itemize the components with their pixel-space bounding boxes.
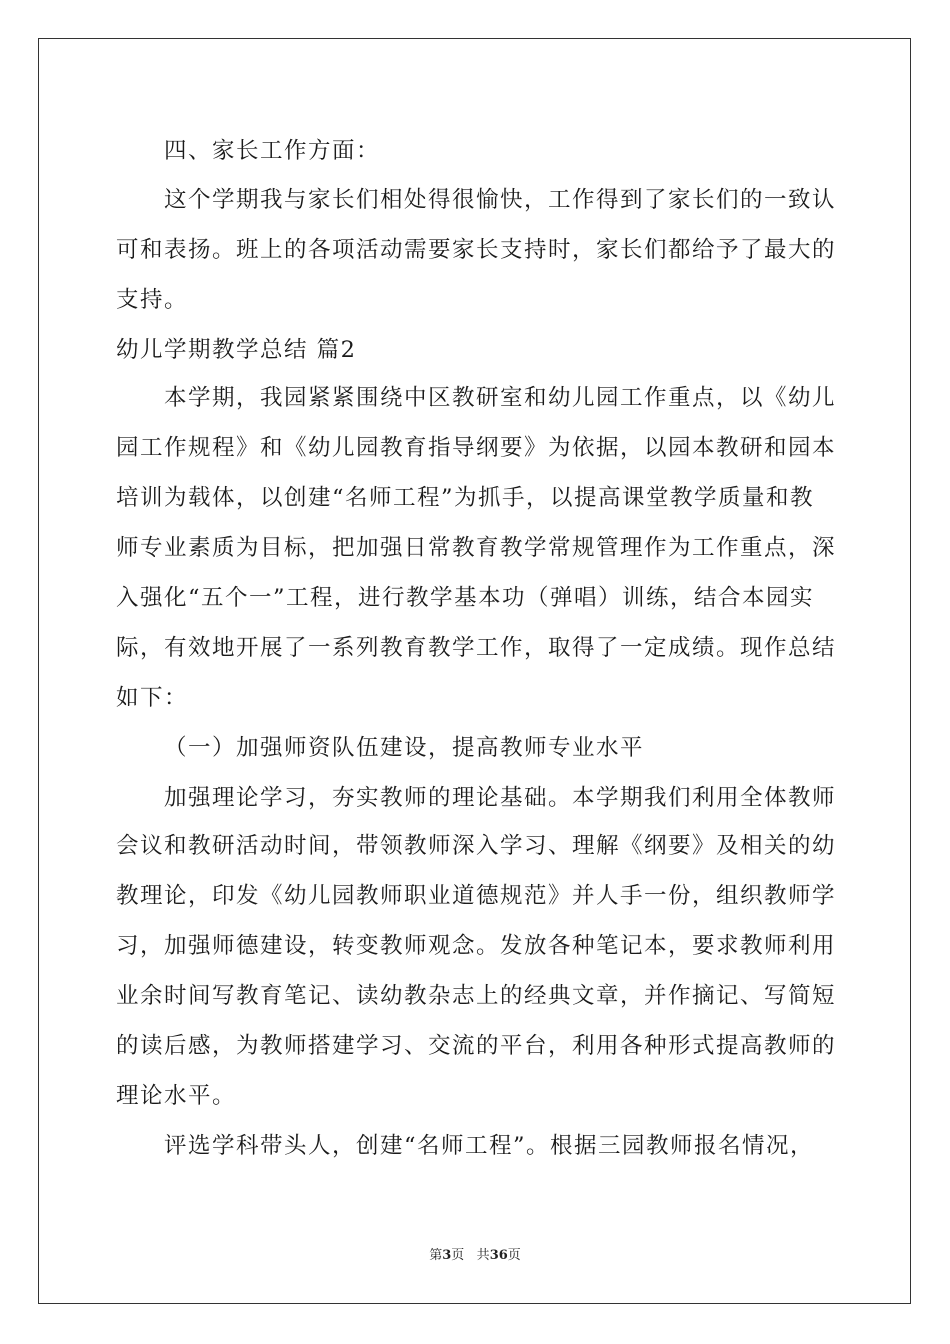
paragraph-line: 教理论，印发《幼儿园教师职业道德规范》并人手一份，组织教师学	[116, 883, 837, 909]
footer-page-prefix: 第	[429, 1248, 443, 1263]
section-heading-parent-work: 四、家长工作方面：	[164, 138, 381, 164]
paragraph-line: 理论水平。	[116, 1083, 237, 1109]
paragraph-line: 支持。	[116, 287, 189, 313]
paragraph-line: 评选学科带头人，创建“名师工程”。根据三园教师报名情况，	[164, 1133, 815, 1159]
paragraph-line: 业余时间写教育笔记、读幼教杂志上的经典文章，并作摘记、写简短	[116, 983, 837, 1009]
footer-page-number: 3	[442, 1248, 452, 1263]
paragraph-line: 可和表扬。班上的各项活动需要家长支持时，家长们都给予了最大的	[116, 237, 837, 263]
paragraph-line: 本学期，我园紧紧围绕中区教研室和幼儿园工作重点，以《幼儿	[164, 385, 837, 411]
paragraph-line: 际，有效地开展了一系列教育教学工作，取得了一定成绩。现作总结	[116, 635, 837, 661]
section-heading-teacher-team: （一）加强师资队伍建设，提高教师专业水平	[164, 735, 645, 761]
paragraph-line: 培训为载体，以创建“名师工程”为抓手，以提高课堂教学质量和教	[116, 485, 815, 511]
footer-total-pages: 36	[489, 1248, 508, 1263]
paragraph-line: 习，加强师德建设，转变教师观念。发放各种笔记本，要求教师利用	[116, 933, 837, 959]
page-footer	[0, 1248, 950, 1264]
page-border	[38, 38, 911, 1304]
paragraph-line: 会议和教研活动时间，带领教师深入学习、理解《纲要》及相关的幼	[116, 833, 837, 859]
paragraph-line: 的读后感，为教师搭建学习、交流的平台，利用各种形式提高教师的	[116, 1033, 837, 1059]
paragraph-line: 园工作规程》和《幼儿园教育指导纲要》为依据，以园本教研和园本	[116, 435, 837, 461]
paragraph-line: 加强理论学习，夯实教师的理论基础。本学期我们利用全体教师	[164, 785, 837, 811]
article-title: 幼儿学期教学总结 篇2	[116, 337, 357, 363]
paragraph-line: 这个学期我与家长们相处得很愉快，工作得到了家长们的一致认	[164, 187, 837, 213]
footer-total-suffix: 页	[507, 1248, 521, 1263]
paragraph-line: 如下：	[116, 685, 189, 711]
footer-total-prefix: 共	[476, 1248, 490, 1263]
paragraph-line: 师专业素质为目标，把加强日常教育教学常规管理作为工作重点，深	[116, 535, 837, 561]
footer-page-suffix: 页	[451, 1248, 465, 1263]
paragraph-line: 入强化“五个一”工程，进行教学基本功（弹唱）训练，结合本园实	[116, 585, 815, 611]
